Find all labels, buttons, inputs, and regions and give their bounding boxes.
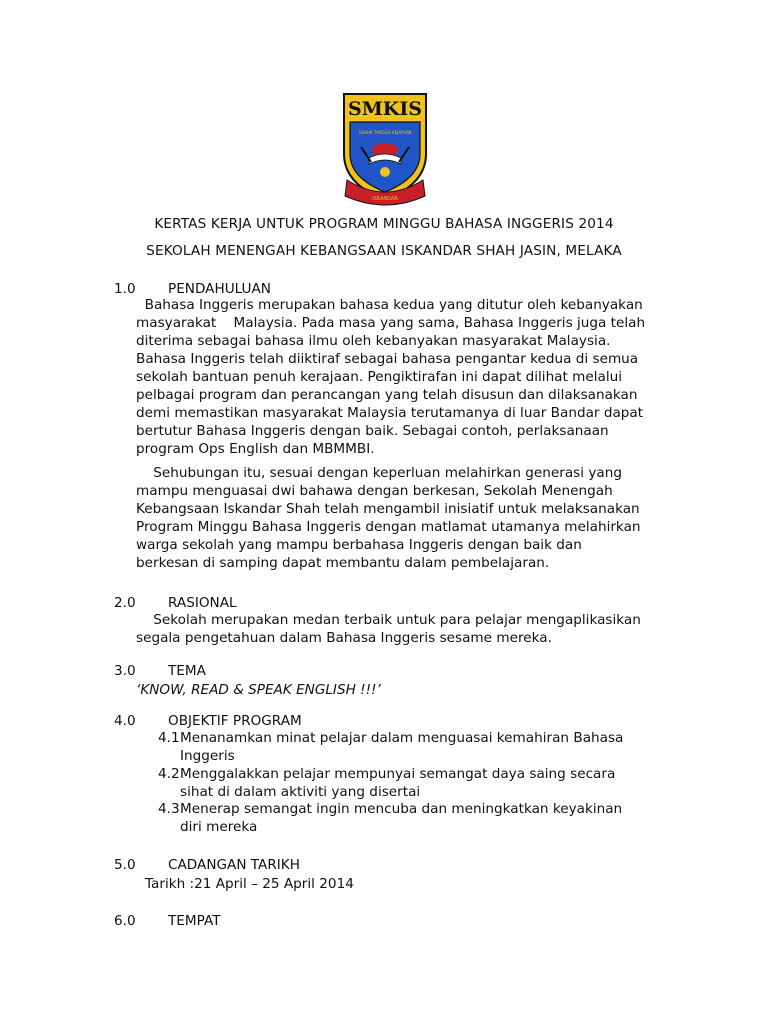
text-line: Bahasa Inggeris telah diiktiraf sebagai bahasa pengantar kedua di semua bbox=[136, 351, 639, 367]
logo-label: SMKIS bbox=[348, 98, 422, 120]
theme-text: ‘KNOW, READ & SPEAK ENGLISH !!!’ bbox=[136, 682, 381, 698]
section-title: TEMPAT bbox=[168, 913, 221, 929]
objective-text bbox=[180, 730, 656, 765]
section-title: CADANGAN TARIKH bbox=[168, 857, 300, 873]
section-heading-pendahuluan bbox=[114, 281, 271, 297]
objective-item bbox=[158, 801, 656, 836]
text-line: Sehubungan itu, sesuai dengan keperluan melahirkan generasi yang bbox=[136, 465, 622, 481]
text-line: segala pengetahuan dalam Bahasa Inggeris sesame mereka. bbox=[136, 630, 552, 646]
text-line: sekolah bantuan penuh kerajaan. Pengiktirafan ini dapat dilihat melalui bbox=[136, 369, 623, 385]
section-heading-objektif bbox=[114, 713, 302, 729]
section-title: PENDAHULUAN bbox=[168, 281, 271, 297]
section-title: OBJEKTIF PROGRAM bbox=[168, 713, 302, 729]
text-line: bertutur Bahasa Inggeris dengan baik. Sebagai contoh, perlaksanaan bbox=[136, 423, 609, 439]
text-line: Bahasa Inggeris merupakan bahasa kedua yang ditutur oleh kebanyakan bbox=[136, 297, 643, 313]
section-title: TEMA bbox=[168, 663, 206, 679]
text-line: demi memastikan masyarakat Malaysia terutamanya di luar Bandar dapat bbox=[136, 405, 644, 421]
paragraph-pendahuluan-2 bbox=[136, 464, 656, 572]
text-line: Kebangsaan Iskandar Shah telah mengambil inisiatif untuk melaksanakan bbox=[136, 501, 640, 517]
document-title-line-1: KERTAS KERJA UNTUK PROGRAM MINGGU BAHASA INGGERIS 2014 bbox=[154, 216, 614, 232]
section-title: RASIONAL bbox=[168, 595, 237, 611]
objective-text bbox=[180, 766, 656, 801]
section-heading-rasional bbox=[114, 595, 237, 611]
section-number: 4.0 bbox=[114, 713, 136, 729]
section-heading-cadangan-tarikh bbox=[114, 857, 300, 873]
objective-number: 4.1 bbox=[158, 730, 180, 746]
text-line: Sekolah merupakan medan terbaik untuk para pelajar mengaplikasikan bbox=[136, 612, 641, 628]
text-line: berkesan di samping dapat membantu dalam pembelajaran. bbox=[136, 555, 550, 571]
date-text: Tarikh :21 April – 25 April 2014 bbox=[145, 876, 354, 892]
text-line: diri mereka bbox=[180, 818, 258, 835]
text-line: Menggalakkan pelajar mempunyai semangat daya saing secara bbox=[180, 766, 616, 782]
paragraph-rasional bbox=[136, 611, 656, 647]
paragraph-pendahuluan-1 bbox=[136, 296, 656, 458]
text-line: masyarakat Malaysia. Pada masa yang sama, Bahasa Inggeris juga telah bbox=[136, 315, 646, 331]
text-line: Inggeris bbox=[180, 747, 235, 764]
school-crest-logo bbox=[341, 92, 429, 208]
objective-item bbox=[158, 766, 656, 801]
objective-text bbox=[180, 801, 656, 836]
text-line: Menanamkan minat pelajar dalam menguasai kemahiran Bahasa bbox=[180, 730, 624, 746]
section-number: 5.0 bbox=[114, 857, 136, 873]
section-heading-tema bbox=[114, 663, 206, 679]
logo-ribbon: ISKANDAR bbox=[372, 196, 398, 202]
section-number: 1.0 bbox=[114, 281, 136, 297]
text-line: Menerap semangat ingin mencuba dan meningkatkan keyakinan bbox=[180, 801, 623, 817]
objective-item bbox=[158, 730, 656, 765]
text-line: pelbagai program dan perancangan yang telah disusun dan dilaksanakan bbox=[136, 387, 638, 403]
section-number: 2.0 bbox=[114, 595, 136, 611]
objective-number: 4.2 bbox=[158, 766, 180, 782]
section-heading-tempat bbox=[114, 913, 221, 929]
text-line: program Ops English dan MBMMBI. bbox=[136, 441, 375, 457]
text-line: diterima sebagai bahasa ilmu oleh kebanyakan masyarakat Malaysia. bbox=[136, 333, 611, 349]
text-line: mampu menguasai dwi bahawa dengan berkesan, Sekolah Menengah bbox=[136, 483, 613, 499]
text-line: Program Minggu Bahasa Inggeris dengan matlamat utamanya melahirkan bbox=[136, 519, 641, 535]
text-line: warga sekolah yang mampu berbahasa Inggeris dengan baik dan bbox=[136, 537, 582, 553]
section-number: 6.0 bbox=[114, 913, 136, 929]
objective-number: 4.3 bbox=[158, 801, 180, 817]
logo-motto: USAHA TANGGA KEJAYAAN bbox=[358, 130, 412, 135]
section-number: 3.0 bbox=[114, 663, 136, 679]
text-line: sihat di dalam aktiviti yang disertai bbox=[180, 783, 421, 800]
document-title-line-2: SEKOLAH MENENGAH KEBANGSAAN ISKANDAR SHAH JASIN, MELAKA bbox=[146, 243, 622, 259]
